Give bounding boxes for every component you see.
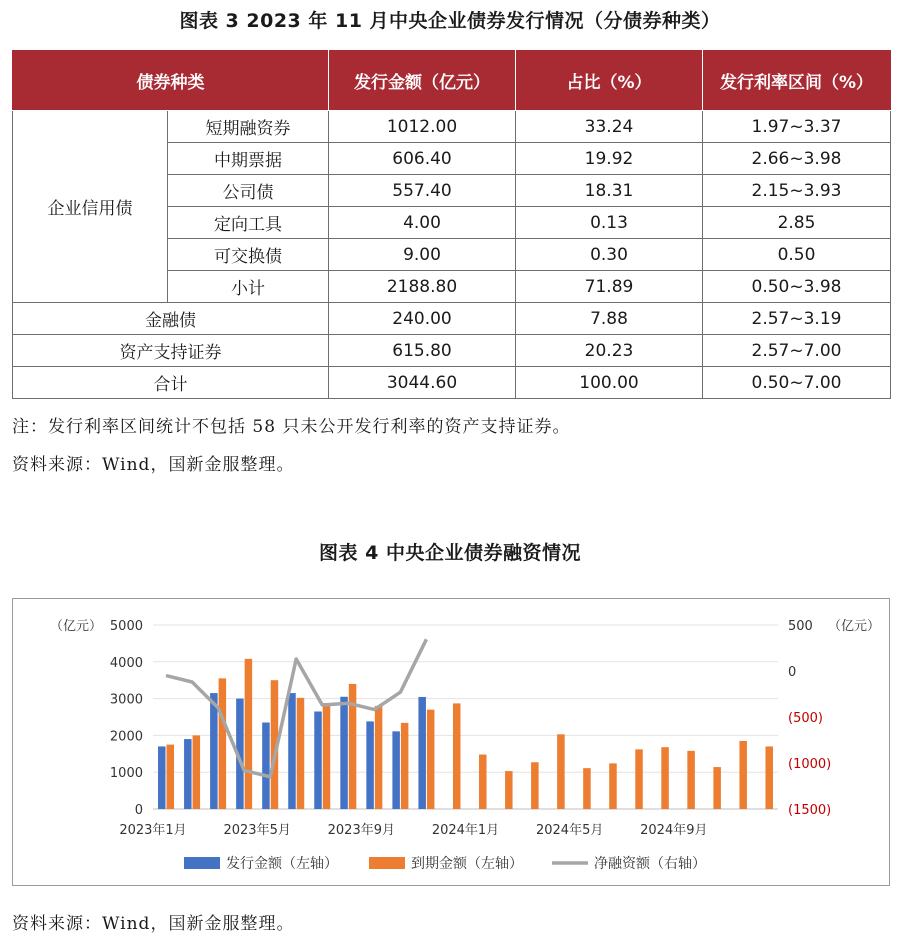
row-share: 0.30 xyxy=(516,239,703,271)
x-tick-label: 2023年9月 xyxy=(327,823,396,838)
row-share: 7.88 xyxy=(516,303,703,335)
table-row xyxy=(13,335,891,367)
row-range: 2.15~3.93 xyxy=(703,175,891,207)
issuance-bar xyxy=(288,693,296,809)
header-amount: 发行金额（亿元） xyxy=(329,51,516,111)
maturity-bar xyxy=(453,703,461,809)
header-rate-range: 发行利率区间（%） xyxy=(703,51,891,111)
row-name: 公司债 xyxy=(168,175,329,207)
maturity-bar xyxy=(219,678,227,809)
maturity-bar xyxy=(323,703,331,809)
x-tick-label: 2024年9月 xyxy=(640,823,708,838)
maturity-bar xyxy=(661,747,669,809)
issuance-bar xyxy=(262,723,270,809)
row-amount: 557.40 xyxy=(329,175,516,207)
row-share: 18.31 xyxy=(516,175,703,207)
maturity-bar xyxy=(765,746,773,809)
x-tick-label: 2024年5月 xyxy=(535,823,604,838)
maturity-bar xyxy=(557,734,565,809)
row-range: 0.50~3.98 xyxy=(703,271,891,303)
left-tick-label: 2000 xyxy=(109,729,143,745)
legend-label: 发行金额（左轴） xyxy=(226,856,338,872)
chart-source: 资料来源：Wind，国新金服整理。 xyxy=(12,914,295,934)
row-name: 短期融资券 xyxy=(168,111,329,143)
maturity-bar xyxy=(427,710,435,809)
row-name: 定向工具 xyxy=(168,207,329,239)
right-axis-unit: （亿元） xyxy=(828,619,881,634)
row-amount: 4.00 xyxy=(329,207,516,239)
maturity-bar xyxy=(375,706,383,809)
group-label-cell: 企业信用债 xyxy=(13,111,168,303)
row-range: 2.66~3.98 xyxy=(703,143,891,175)
table-header-row xyxy=(13,51,891,111)
left-tick-label: 3000 xyxy=(109,692,143,708)
x-tick-label: 2024年1月 xyxy=(431,823,500,838)
row-range: 2.57~3.19 xyxy=(703,303,891,335)
row-name: 资产支持证券 xyxy=(13,335,329,367)
maturity-bar xyxy=(609,763,617,809)
left-tick-label: 5000 xyxy=(109,619,143,634)
issuance-bar xyxy=(340,697,348,809)
table-row xyxy=(13,303,891,335)
issuance-bar xyxy=(366,721,374,809)
table-title: 图表 3 2023 年 11 月中央企业债券发行情况（分债券种类） xyxy=(179,10,721,32)
row-amount: 9.00 xyxy=(329,239,516,271)
row-share: 71.89 xyxy=(516,271,703,303)
left-axis-unit: （亿元） xyxy=(50,619,103,634)
table-row xyxy=(13,367,891,399)
row-amount: 240.00 xyxy=(329,303,516,335)
row-range: 0.50~7.00 xyxy=(703,367,891,399)
maturity-bar xyxy=(167,745,175,809)
maturity-bar xyxy=(193,735,201,809)
row-range: 0.50 xyxy=(703,239,891,271)
row-name: 合计 xyxy=(13,367,329,399)
row-share: 100.00 xyxy=(516,367,703,399)
row-range: 1.97~3.37 xyxy=(703,111,891,143)
right-tick-label: 0 xyxy=(788,665,797,680)
maturity-bar xyxy=(739,741,747,809)
row-name: 金融债 xyxy=(13,303,329,335)
maturity-bar xyxy=(479,755,487,809)
row-amount: 3044.60 xyxy=(329,367,516,399)
legend-label: 净融资额（右轴） xyxy=(594,856,706,872)
row-amount: 1012.00 xyxy=(329,111,516,143)
issuance-bar xyxy=(418,697,426,809)
row-share: 0.13 xyxy=(516,207,703,239)
chart-title: 图表 4 中央企业债券融资情况 xyxy=(319,542,581,564)
right-tick-label: (1000) xyxy=(788,757,832,772)
table-note: 注：发行利率区间统计不包括 58 只未公开发行利率的资产支持证券。 xyxy=(12,417,571,437)
net-financing-line xyxy=(166,639,426,777)
row-name: 可交换债 xyxy=(168,239,329,271)
maturity-bar xyxy=(297,698,305,809)
maturity-bar xyxy=(713,767,721,809)
maturity-bar xyxy=(583,768,591,809)
financing-chart xyxy=(12,598,890,886)
left-tick-label: 1000 xyxy=(109,766,143,782)
maturity-bar xyxy=(245,659,253,809)
row-share: 19.92 xyxy=(516,143,703,175)
header-share: 占比（%） xyxy=(516,51,703,111)
row-share: 33.24 xyxy=(516,111,703,143)
maturity-bar xyxy=(687,751,695,809)
maturity-bar xyxy=(505,771,513,809)
legend-label: 到期金额（左轴） xyxy=(411,856,523,872)
maturity-bar xyxy=(635,749,643,809)
row-amount: 2188.80 xyxy=(329,271,516,303)
left-tick-label: 0 xyxy=(134,803,143,818)
right-tick-label: 500 xyxy=(788,619,813,634)
bond-issuance-table xyxy=(12,50,891,399)
legend-swatch-maturity xyxy=(369,857,405,869)
maturity-bar xyxy=(401,723,409,809)
row-share: 20.23 xyxy=(516,335,703,367)
row-name: 小计 xyxy=(168,271,329,303)
row-name: 中期票据 xyxy=(168,143,329,175)
table-row xyxy=(13,111,891,143)
right-tick-label: (500) xyxy=(788,711,823,726)
row-range: 2.85 xyxy=(703,207,891,239)
x-tick-label: 2023年1月 xyxy=(119,823,187,838)
issuance-bar xyxy=(158,746,166,809)
table-source: 资料来源：Wind，国新金服整理。 xyxy=(12,455,295,475)
left-tick-label: 4000 xyxy=(109,655,143,671)
header-bond-type: 债券种类 xyxy=(13,51,329,111)
issuance-bar xyxy=(210,693,218,809)
maturity-bar xyxy=(531,762,539,809)
row-amount: 606.40 xyxy=(329,143,516,175)
x-tick-label: 2023年5月 xyxy=(223,823,291,838)
right-tick-label: (1500) xyxy=(788,803,832,818)
issuance-bar xyxy=(184,739,192,809)
issuance-bar xyxy=(314,711,322,809)
legend-swatch-issuance xyxy=(184,857,220,869)
row-range: 2.57~7.00 xyxy=(703,335,891,367)
row-amount: 615.80 xyxy=(329,335,516,367)
issuance-bar xyxy=(392,731,400,809)
